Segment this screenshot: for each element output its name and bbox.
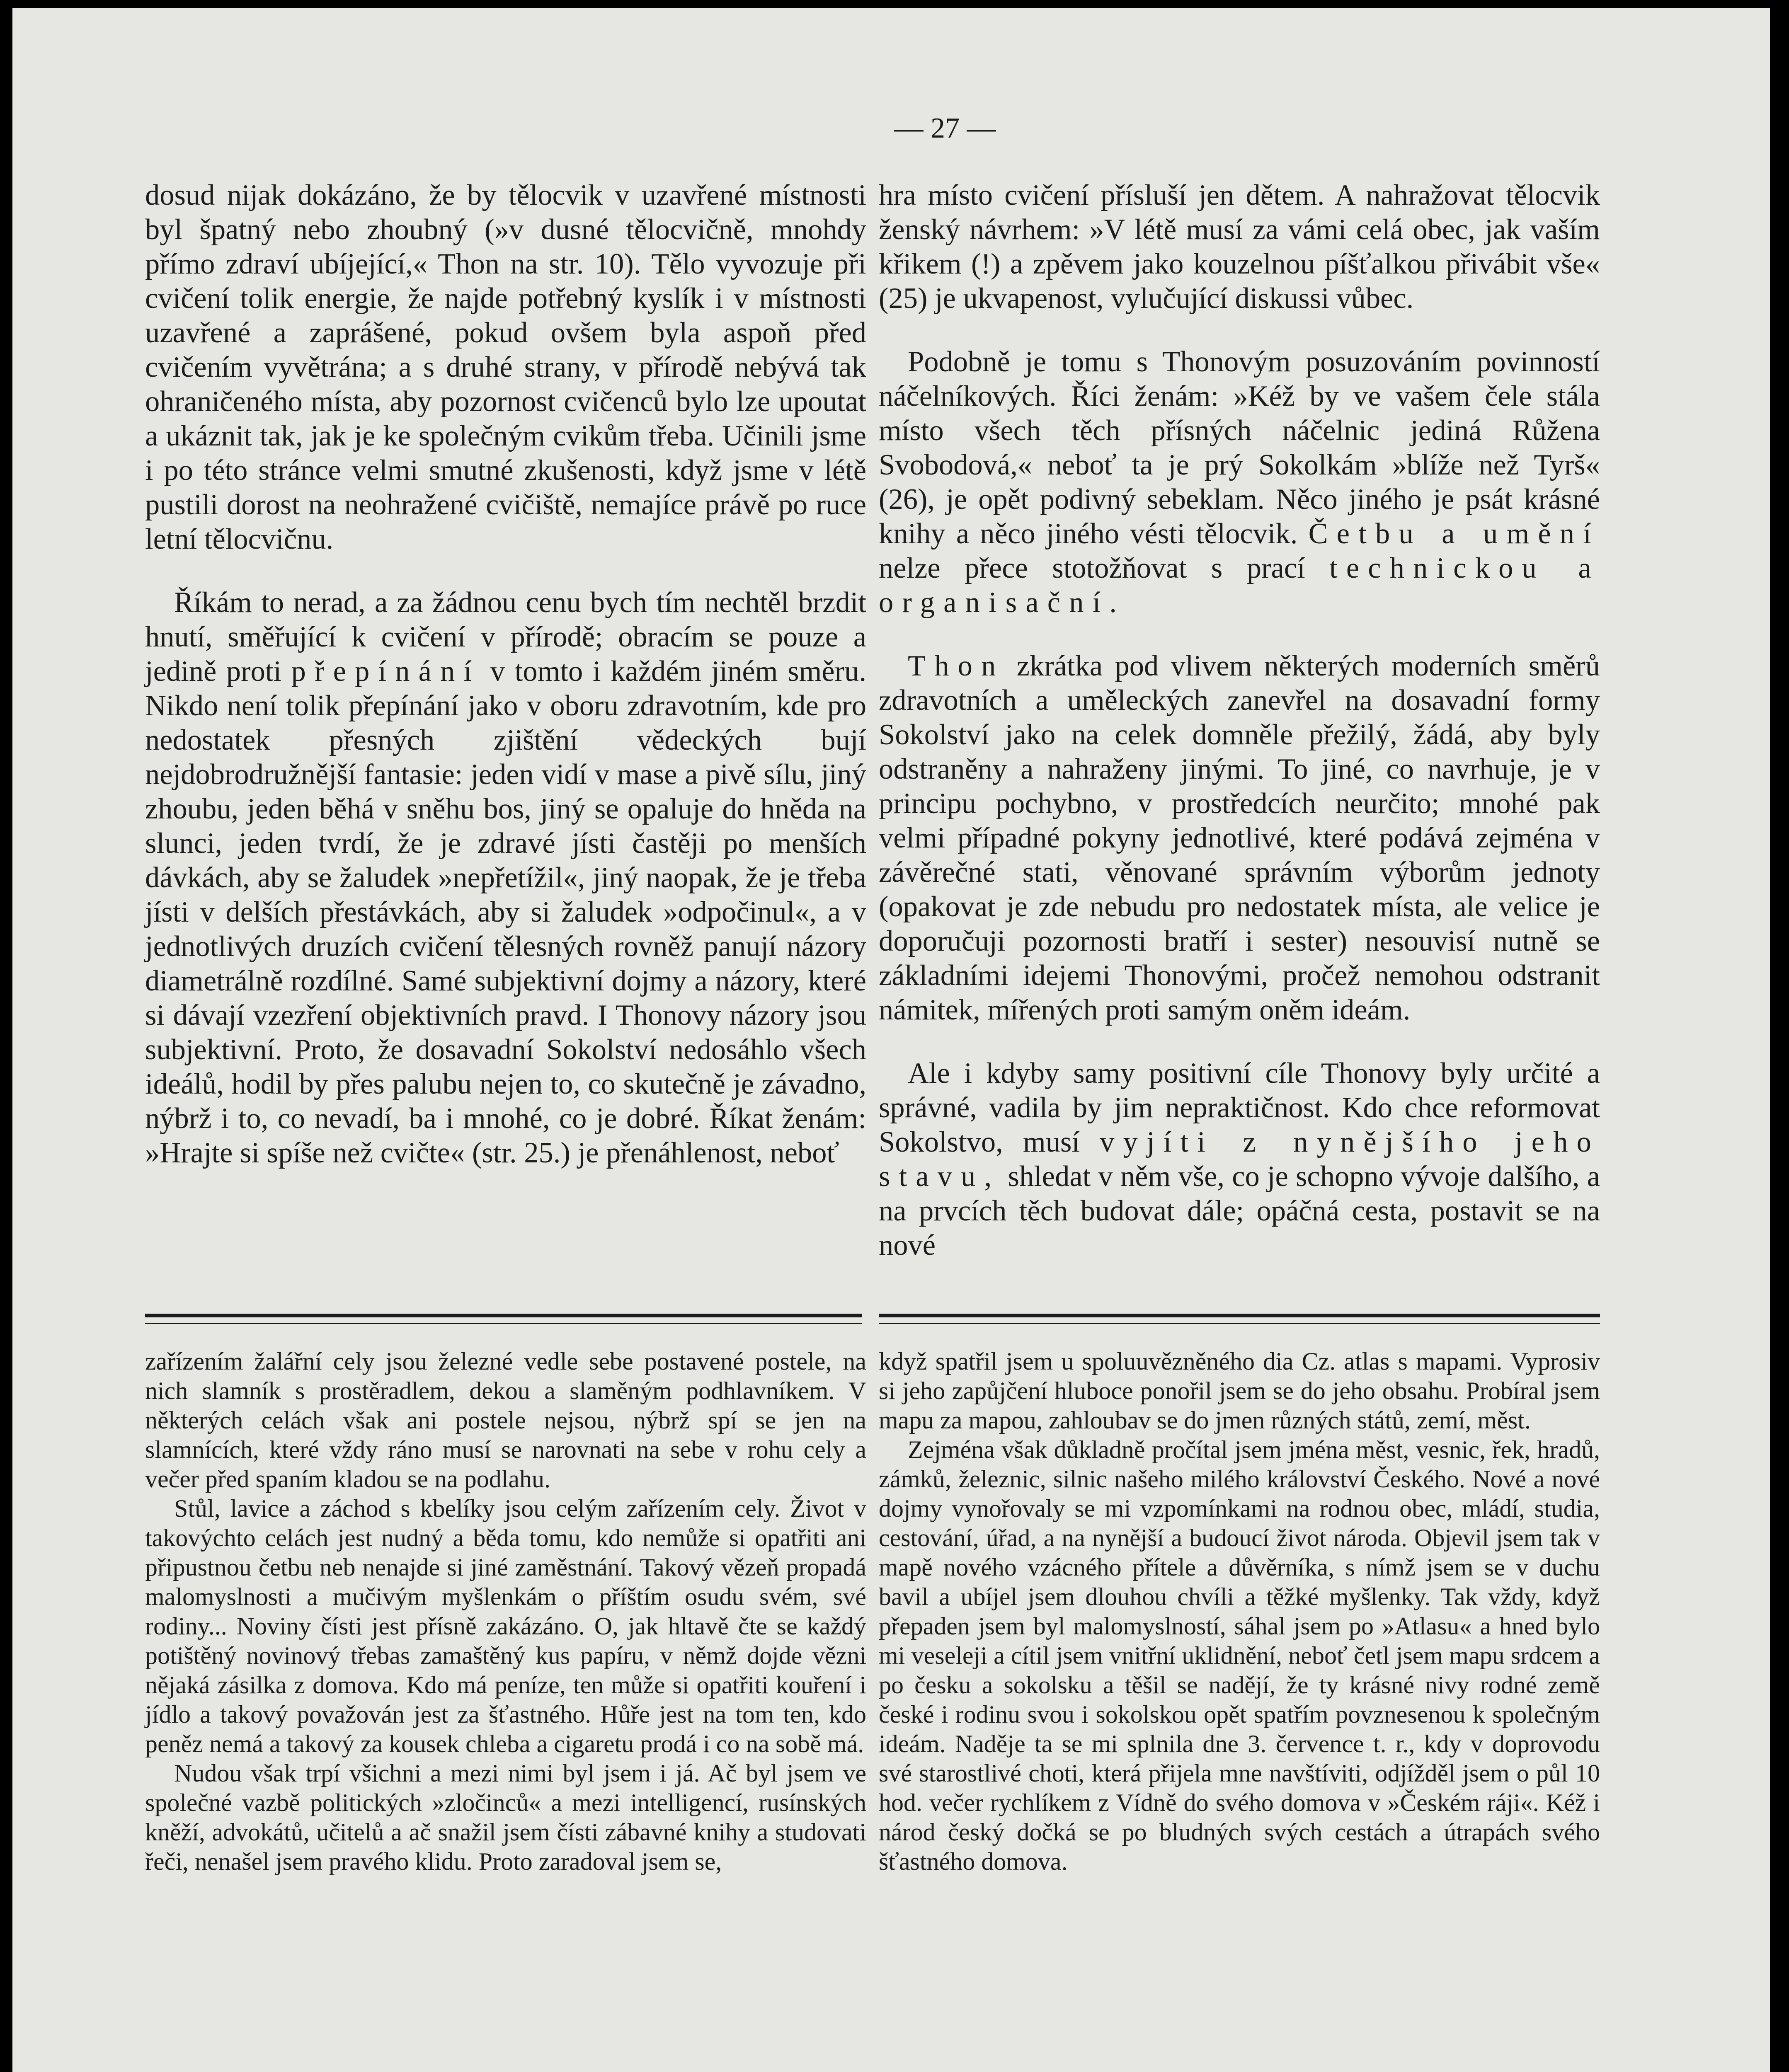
paragraph	[879, 1056, 1600, 1263]
document-page	[12, 8, 1770, 2072]
section-divider-thin	[145, 1323, 862, 1324]
paragraph: Stůl, lavice a záchod s kbelíky jsou celým zařízením cely. Život v takovýchto celách jest nudný a běda tomu, kdo nemůže si opatřiti ani připustnou četbu neb nenajde si jiné zaměstnání. Takový vězeň propadá malomyslnosti a mučivým myšlenkám o příštím osudu svém, své rodiny... Noviny čísti jest přísně zakázáno. O, jak hltavě čte se každý potištěný novinový třebas zamaštěný kus papíru, v němž dojde vězni nějaká zásilka z domova. Kdo má peníze, ten může si opatřiti kouření i jídlo a takový považován jest za šťastného. Hůře jest na tom ten, kdo peněz nemá a takový za kousek chleba a cigaretu prodá i co na sobě má.	[145, 1495, 866, 1757]
bottom-left-column	[145, 1347, 866, 1876]
section-divider	[879, 1314, 1600, 1317]
paragraph	[145, 586, 866, 1170]
paragraph: Nudou však trpí všichni a mezi nimi byl jsem i já. Ač byl jsem ve společné vazbě politických »zločinců« a mezi intelligencí, rusínských kněží, advokátů, učitelů a ač snažil jsem čísti zábavné knihy a studovati řeči, nenašel jsem pravého klidu. Proto zaradoval jsem se,	[145, 1760, 866, 1875]
paragraph: dosud nijak dokázáno, že by tělocvik v uzavřené místnosti byl špatný nebo zhoubný (»v dusné tělocvičně, mnohdy přímo zdraví ubíjející,« Thon na str. 10). Tělo vyvozuje při cvičení tolik energie, že najde potřebný kyslík i v místnosti uzavřené a zaprášené, pokud ovšem byla aspoň před cvičením vyvětrána; a s druhé strany, v přírodě nebývá tak ohraničeného místa, aby pozornost cvičenců bylo lze upoutat a ukáznit tak, jak je ke společným cvikům třeba. Učinili jsme i po této stránce velmi smutné zkušenosti, když jsme v létě pustili dorost na neohražené cvičiště, nemajíce právě po ruce letní tělocvičnu.	[145, 179, 866, 555]
spaced-emphasis: Thon	[908, 650, 1005, 682]
text-run: nelze přece stotožňovat s prací	[879, 552, 1305, 584]
scan-border	[0, 0, 12, 2072]
text-run: Podobně je tomu s Thonovým posuzováním povinností náčelníkových. Říci ženám: »Kéž by ve vašem čele stála místo všech těch přísných náčelnic jediná Růžena Svobodová,« neboť ta je prý Sokolkám »blíže než Tyrš« (26), je opět podivný sebeklam. Něco jiného je psát krásné knihy a něco jiného vésti tělocvik.	[879, 346, 1600, 550]
top-right-column	[879, 178, 1600, 1292]
section-divider-thin	[879, 1323, 1600, 1324]
paragraph: zařízením žalářní cely jsou železné vedle sebe postavené postele, na nich slamník s prostěradlem, dekou a slaměným podhlavníkem. V některých celách však ani postele nejsou, nýbrž spí se jen na slamnících, které vždy ráno musí se narovnati na sebe v rohu cely a večer před spaním kladou se na podlahu.	[145, 1348, 866, 1493]
spaced-emphasis: Četbu a umění	[1308, 518, 1600, 550]
paragraph	[879, 649, 1600, 1027]
text-run: Ale i kdyby samy positivní cíle Thonovy byly určité a správné, vadila by jim nepraktičnost. Kdo chce reformovat Sokolstvo, musí	[879, 1057, 1600, 1158]
top-left-column	[145, 178, 866, 1199]
paragraph: když spatřil jsem u spoluuvězněného dia Cz. atlas s mapami. Vyprosiv si jeho zapůjčení hluboce ponořil jsem se do jeho obsahu. Probíral jsem mapu za mapou, zahloubav se do jmen různých států, zemí, měst.	[879, 1348, 1600, 1434]
paragraph: Zejména však důkladně pročítal jsem jména měst, vesnic, řek, hradů, zámků, železnic, silnic našeho milého království Českého. Nové a nové dojmy vynořovaly se mi vzpomínkami na rodnou obec, mládí, studia, cestování, úřad, a na nynější a budoucí život národa. Objevil jsem tak v mapě nového vzácného přítele a důvěrníka, s nímž jsem se v duchu bavil a ubíjel jsem dlouhou chvíli a těžké myšlenky. Tak vždy, když přepaden jsem byl malomyslností, sáhal jsem po »Atlasu« a hned bylo mi veseleji a cítil jsem vnitřní uklidnění, neboť četl jsem mapu srdcem a po česku a sokolsku a těšil se nadějí, že ty krásné nivy rodné země české i rodinu svou i sokolskou opět spatřím povznesenou k společným ideám. Naděje ta se mi splnila dne 3. července t. r., kdy v doprovodu své starostlivé choti, která přijela mne navštíviti, odjížděl jsem o půl 10 hod. večer rychlíkem z Vídně do svého domova v »Českém ráji«. Kéž i národ český dočká se po bludných svých cestách a útrapách svého šťastného domova.	[879, 1436, 1600, 1875]
paragraph	[879, 345, 1600, 620]
paragraph: hra místo cvičení přísluší jen dětem. A nahražovat tělocvik ženský návrhem: »V létě musí za vámi celá obec, jak vaším křikem (!) a zpěvem jako kouzelnou píšťalkou přivábit vše« (25) je ukvapenost, vylučující diskussi vůbec.	[879, 179, 1600, 315]
text-run: shledat v něm vše, co je schopno vývoje dalšího, a na prvcích těch budovat dále; opáčná cesta, postavit se na nové	[879, 1160, 1600, 1261]
page-number: — 27 —	[894, 112, 996, 144]
text-run: zkrátka pod vlivem některých moderních směrů zdravotních a uměleckých zanevřel na dosavadní formy Sokolství jako na celek domněle přežilý, žádá, aby byly odstraněny a nahraženy jinými. To jiné, co navrhuje, je v principu pochybno, v prostředcích neurčito; mnohé pak velmi případné pokyny jednotlivé, které podává zejména v závěrečné stati, věnované správním výborům jednoty (opakovat je zde nebudu pro nedostatek místa, ale velice je doporučuji pozornosti bratří i sester) nesouvisí nutně se základními idejemi Thonovými, pročež nemohou odstranit námitek, mířených proti samým oněm ideám.	[879, 650, 1600, 1026]
text-run: v tomto i každém jiném směru. Nikdo není tolik přepínání jako v oboru zdravotním, kde pro nedostatek přesných zjištění vědeckých bují nejdobrodružnější fantasie: jeden vidí v mase a pivě sílu, jiný zhoubu, jeden běhá v sněhu bos, jiný se opaluje do hněda na slunci, jeden tvrdí, že je zdravé jísti častěji po menších dávkách, aby se žaludek »nepřetížil«, jiný naopak, že je třeba jísti v delších přestávkách, aby si žaludek »odpočinul«, a v jednotlivých druzích cvičení tělesných rovněž panují názory diametrálně rozdílné. Samé subjektivní dojmy a názory, které si dávají vzezření objektivních pravd. I Thonovy názory jsou subjektivní. Proto, že dosavadní Sokolství nedosáhlo všech ideálů, hodil by přes palubu nejen to, co skutečně je závadno, nýbrž i to, co nevadí, ba i mnohé, co je dobré. Říkat ženám: »Hrajte si spíše než cvičte« (str. 25.) je přenáhlenost, neboť	[145, 655, 866, 1169]
section-divider	[145, 1314, 862, 1317]
spaced-emphasis: přepínání	[291, 655, 481, 687]
spaced-emphasis: technickou a organisační.	[879, 552, 1600, 619]
spaced-emphasis: vyjíti z nynějšího jeho stavu,	[879, 1126, 1600, 1193]
text-run: Říkám to nerad, a za žádnou cenu bych tím nechtěl brzdit hnutí, směřující k cvičení v přírodě; obracím se pouze a jedině proti	[145, 586, 866, 687]
bottom-right-column	[879, 1347, 1600, 1876]
